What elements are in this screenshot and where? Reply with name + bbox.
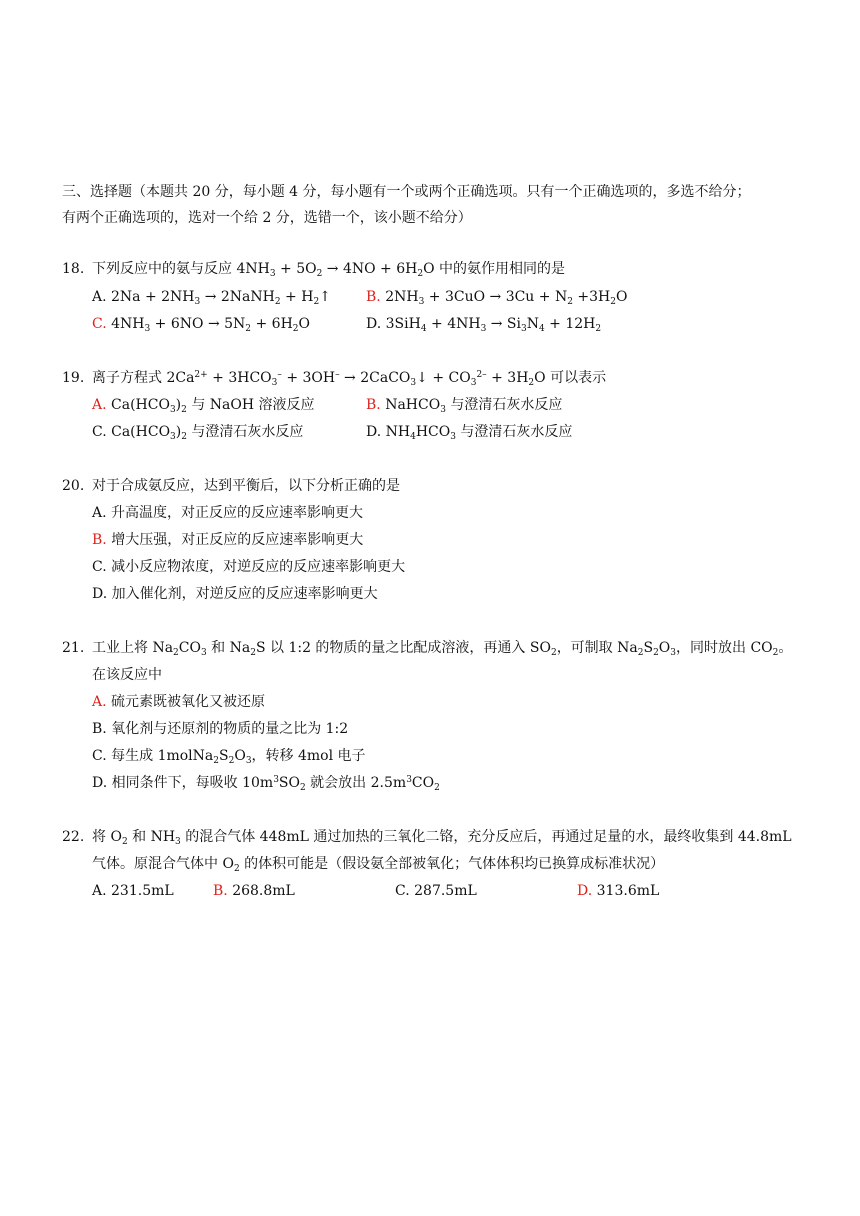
option-letter: D.	[92, 775, 108, 791]
question-18-stem	[62, 259, 565, 279]
option-letter: A.	[92, 694, 107, 710]
option-letter: B.	[366, 397, 381, 413]
option-text: $2Na + 2NH_3$ → 2NaNH$_2$ + $H_2↑$	[111, 289, 331, 307]
question-21-option-b[interactable]	[92, 719, 348, 739]
question-22-stem	[62, 827, 792, 847]
question-21-option-d[interactable]	[92, 773, 440, 793]
option-text: 每生成 $1molNa_2S_2O_3$，转移 4mol 电子	[111, 748, 366, 766]
question-18-option-c[interactable]	[92, 314, 310, 334]
option-text: 313.6mL	[596, 883, 660, 899]
option-letter: D.	[92, 586, 108, 602]
option-letter: D.	[577, 883, 593, 899]
option-text: 减小反应物浓度，对逆反应的反应速率影响更大	[111, 559, 406, 575]
option-text: 287.5mL	[414, 883, 477, 899]
option-text: 升高温度，对正反应的反应速率影响更大	[111, 505, 364, 521]
question-19-option-a[interactable]	[92, 395, 315, 415]
option-letter: C.	[395, 883, 410, 899]
option-letter: A.	[92, 505, 107, 521]
option-text: 231.5mL	[111, 883, 174, 899]
option-text: $4NH_3 + 6NO \to 5N_2 + 6H_2O$	[111, 316, 310, 334]
option-letter: C.	[92, 424, 107, 440]
question-stem-text: 工业上将 $Na_2CO_3$ 和 $Na_2S$ 以 1:2 的物质的量之比配成溶液，再通入 $SO_2$，可制取 $Na_2S_2O_3$，同时放出 $CO_2$。	[92, 640, 793, 658]
question-18-option-a[interactable]	[92, 287, 331, 307]
option-text: 增大压强，对正反应的反应速率影响更大	[111, 532, 364, 548]
option-text: NaHCO$_3$ 与澄清石灰水反应	[385, 397, 563, 415]
option-text: 相同条件下，每吸收 $10m^3SO_2$ 就会放出 $2.5m^3CO_2$	[111, 775, 440, 793]
question-19-stem	[62, 368, 606, 388]
question-19-option-b[interactable]	[366, 395, 562, 415]
question-18-option-d[interactable]	[366, 314, 601, 334]
question-20-option-c[interactable]	[92, 557, 405, 577]
question-20-option-a[interactable]	[92, 503, 363, 523]
question-18-option-b[interactable]	[366, 287, 627, 307]
option-letter: A.	[92, 289, 107, 305]
question-stem-text: 下列反应中的氨与反应 $4NH_3 + 5O_2 \to 4NO + 6H_2O$ 中的氨作用相同的是	[92, 261, 565, 279]
option-letter: B.	[92, 532, 107, 548]
option-letter: C.	[92, 748, 107, 764]
option-text: $Ca(HCO_3)_2$ 与澄清石灰水反应	[111, 424, 304, 442]
question-22-option-c[interactable]	[395, 881, 477, 901]
option-letter: D.	[366, 424, 382, 440]
option-text: 268.8mL	[232, 883, 295, 899]
question-22-option-d[interactable]	[577, 881, 659, 901]
option-letter: B.	[213, 883, 228, 899]
option-letter: B.	[92, 721, 107, 737]
option-letter: C.	[92, 316, 107, 332]
question-22-option-b[interactable]	[213, 881, 295, 901]
option-text: 氧化剂与还原剂的物质的量之比为 1:2	[111, 721, 349, 737]
question-21-stem	[62, 638, 792, 658]
section-heading-line-2: 有两个正确选项的，选对一个给 2 分，选错一个，该小题不给分）	[62, 210, 472, 226]
question-22-stem-line-2: 气体。原混合气体中 $O_2$ 的体积可能是（假设氨全部被氧化；气体体积均已换算成标准状况）	[92, 856, 665, 874]
option-text: $Ca(HCO_3)_2$ 与 NaOH 溶液反应	[111, 397, 315, 415]
option-letter: A.	[92, 883, 107, 899]
option-letter: D.	[366, 316, 382, 332]
question-20-option-d[interactable]	[92, 584, 378, 604]
section-heading-line-1: 三、选择题（本题共 20 分，每小题 4 分，每小题有一个或两个正确选项。只有一个正确选项的，多选不给分；	[62, 184, 751, 200]
question-stem-text: 离子方程式 $2Ca^{2+} + 3HCO_3^- + 3OH^-$ → 2CaCO$_3$↓ + $CO_3^{2-} + 3H_2O$ 可以表示	[92, 370, 607, 388]
option-text: 加入催化剂，对逆反应的反应速率影响更大	[111, 586, 378, 602]
option-text: $3SiH_4 + 4NH_3 \to Si_3N_4 + 12H_2$	[385, 316, 602, 334]
question-20-stem	[62, 476, 400, 496]
question-number: 22.	[62, 829, 85, 845]
question-19-option-d[interactable]	[366, 422, 572, 442]
option-letter: B.	[366, 289, 381, 305]
question-number: 21.	[62, 640, 85, 656]
question-number: 18.	[62, 261, 85, 277]
question-21-option-c[interactable]	[92, 746, 366, 766]
question-number: 19.	[62, 370, 85, 386]
question-19-option-c[interactable]	[92, 422, 303, 442]
question-20-option-b[interactable]	[92, 530, 363, 550]
question-number: 20.	[62, 478, 85, 494]
question-stem-text: 对于合成氨反应，达到平衡后，以下分析正确的是	[92, 478, 400, 494]
option-text: $NH_4HCO_3$ 与澄清石灰水反应	[385, 424, 573, 442]
option-letter: C.	[92, 559, 107, 575]
question-21-option-a[interactable]	[92, 692, 265, 712]
question-22-option-a[interactable]	[92, 881, 174, 901]
option-letter: A.	[92, 397, 107, 413]
option-text: $2NH_3 + 3CuO \to 3Cu + N_2 +3H_2O$	[385, 289, 628, 307]
option-text: 硫元素既被氧化又被还原	[111, 694, 266, 710]
question-21-stem-line-2: 在该反应中	[92, 667, 162, 683]
question-stem-text: 将 $O_2$ 和 $NH_3$ 的混合气体 448mL 通过加热的三氧化二铬，充分反应后，再通过足量的水，最终收集到 44.8mL	[92, 829, 792, 847]
